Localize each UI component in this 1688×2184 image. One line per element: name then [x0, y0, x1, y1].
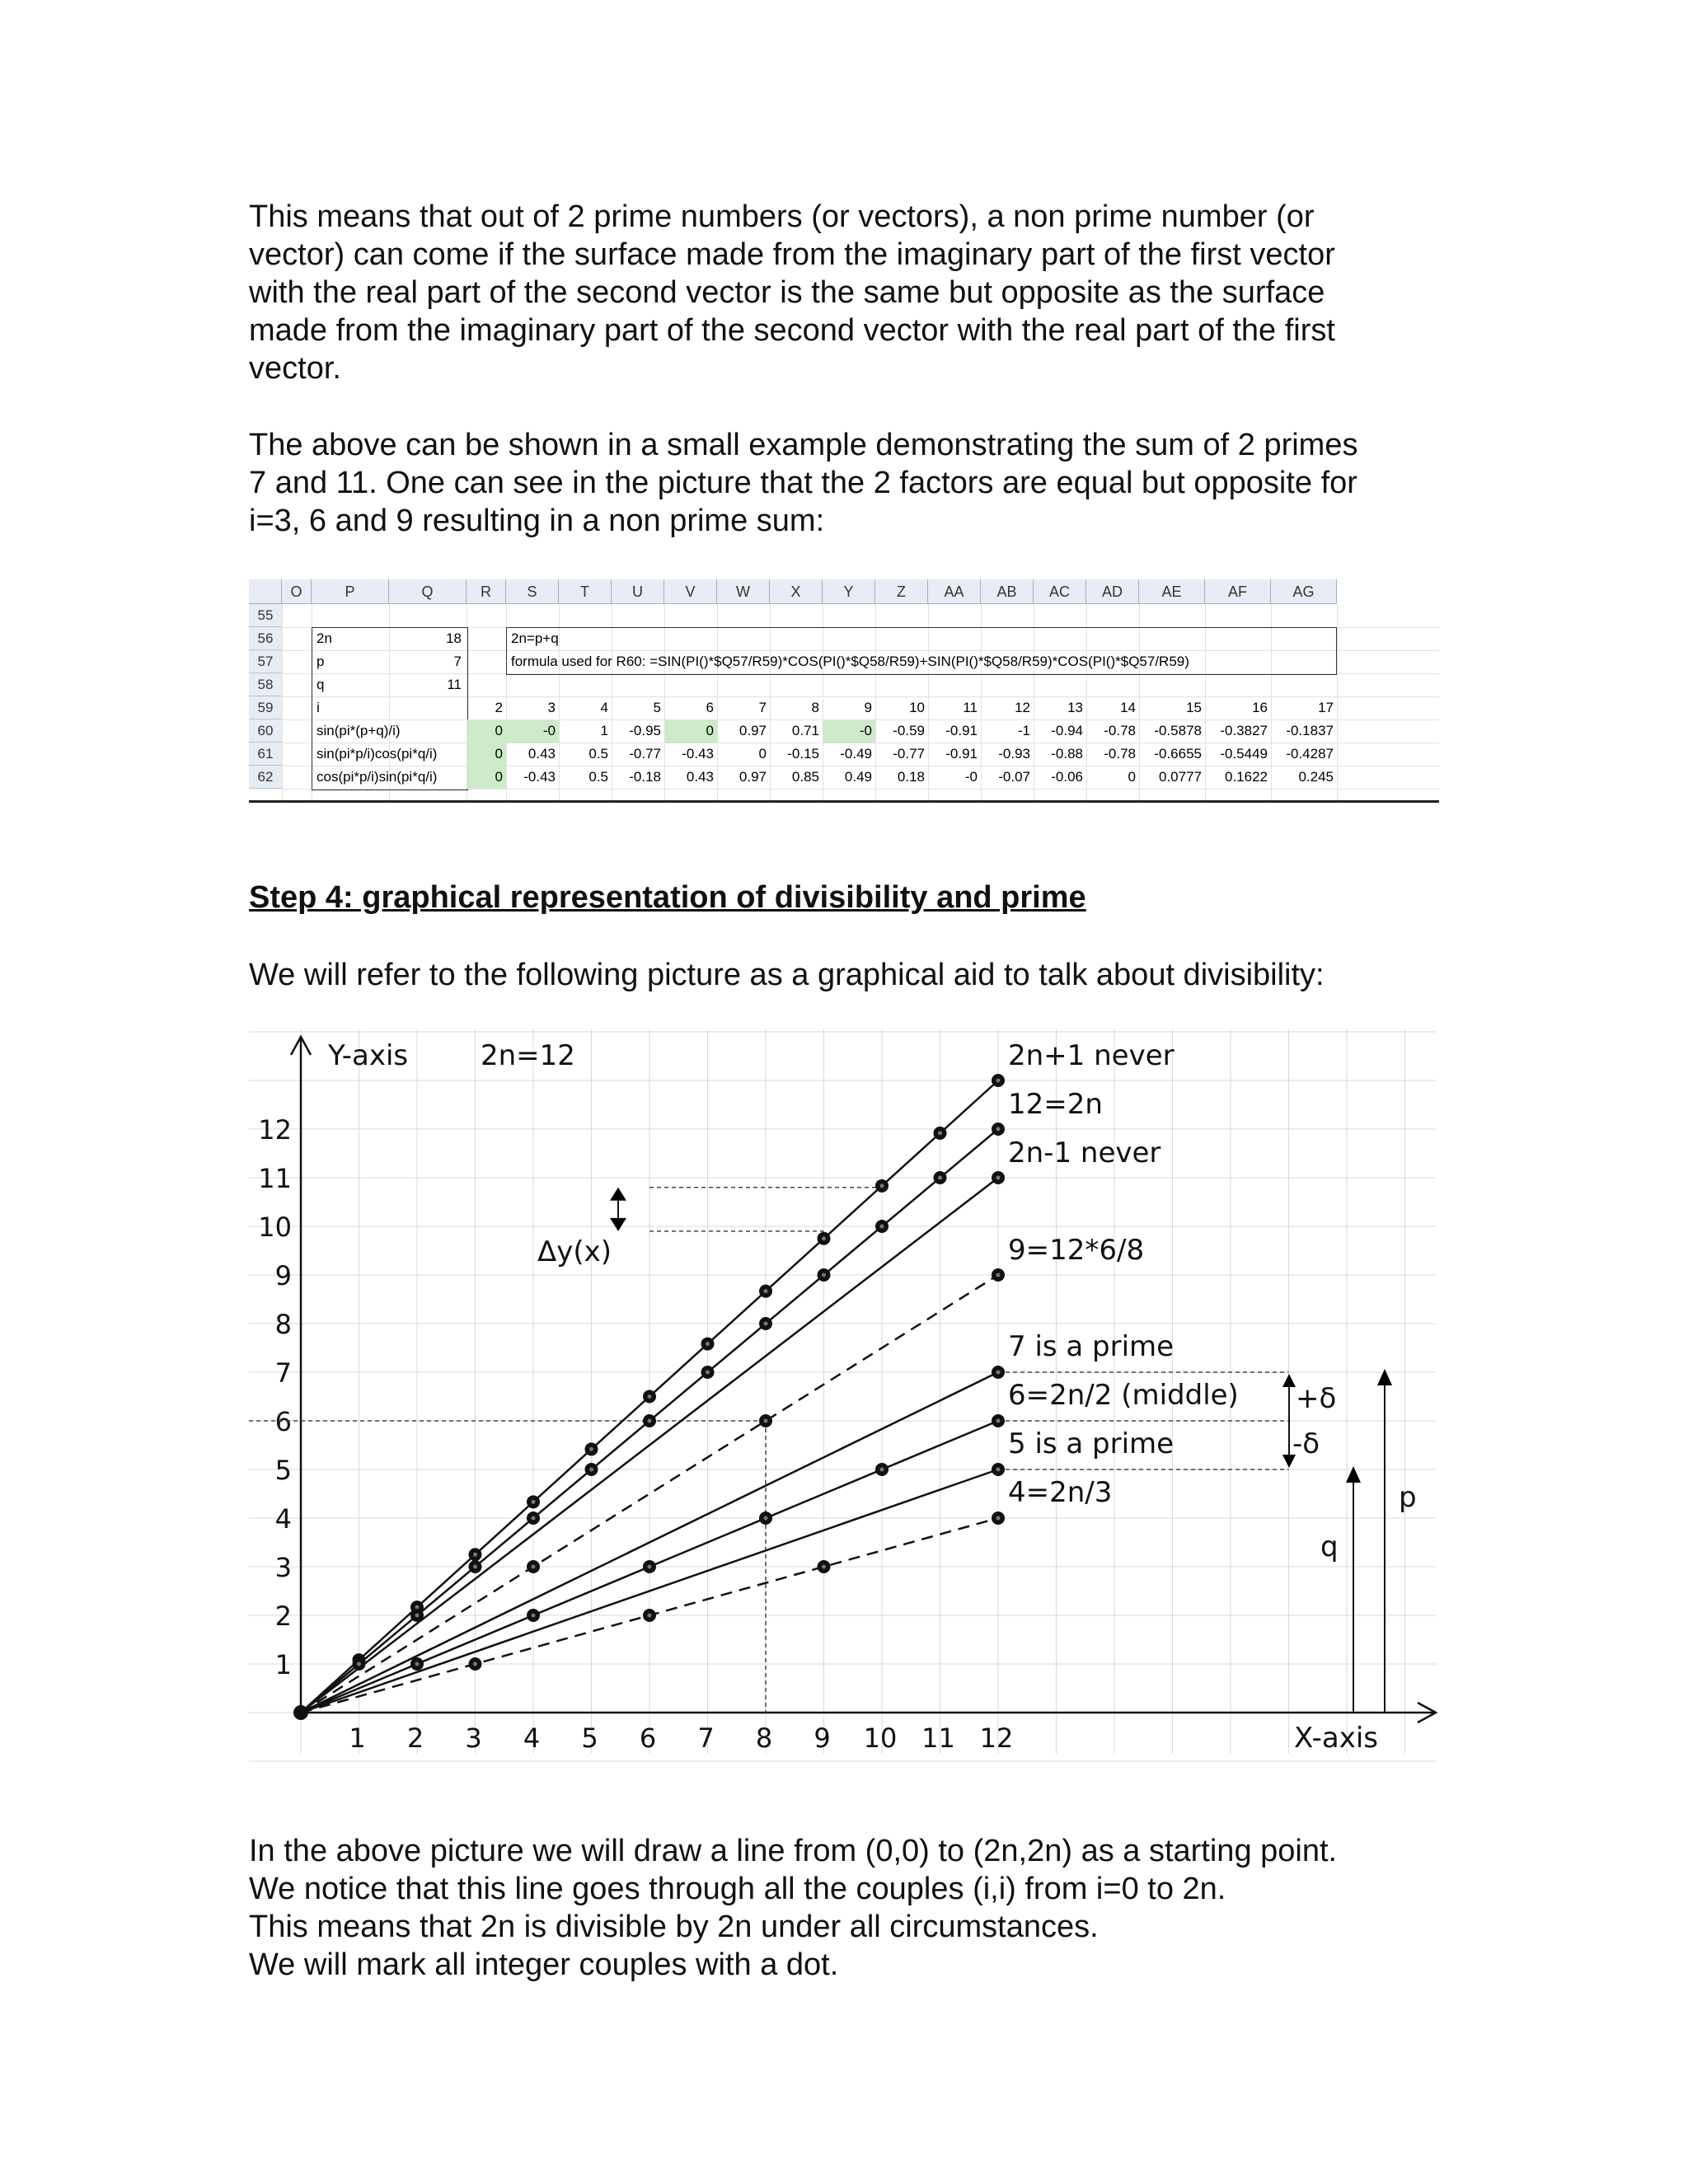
- data-point-center: [648, 1565, 652, 1569]
- cell-row60-ad: -0.78: [1104, 723, 1136, 738]
- x-tick-label: 4: [523, 1722, 541, 1754]
- cell-row60-w: 0.97: [738, 723, 767, 738]
- y-tick-label: 7: [274, 1357, 292, 1389]
- cell-row59-r: 2: [495, 700, 503, 715]
- column-header-t: T: [559, 579, 612, 604]
- x-axis-label: X-axis: [1294, 1722, 1378, 1755]
- y-tick-label: 1: [274, 1649, 292, 1680]
- delta-y-arrow-down: [610, 1218, 626, 1231]
- data-point-center: [415, 1614, 420, 1618]
- x-tick-label: 2: [406, 1722, 424, 1754]
- text-line: In the above picture we will draw a line from (0,0) to (2n,2n) as a starting point.: [249, 1834, 1338, 1868]
- data-point-center: [996, 1468, 1001, 1472]
- data-point-center: [996, 1176, 1001, 1180]
- data-point-center: [880, 1468, 884, 1472]
- row-header-62: 62: [249, 766, 282, 789]
- cell-row61-aa: -0.91: [945, 746, 978, 762]
- cell-row61-ad: -0.78: [1104, 746, 1136, 762]
- cell-row61-u: -0.77: [629, 746, 661, 762]
- cell-row61-af: -0.5449: [1220, 746, 1268, 762]
- q-label: q: [1320, 1530, 1339, 1563]
- column-header-v: V: [664, 579, 717, 604]
- text-line: We will refer to the following picture as a graphical aid to talk about divisibility:: [249, 958, 1325, 992]
- text-line: 7 and 11. One can see in the picture that the 2 factors are equal but opposite for: [249, 466, 1357, 500]
- cell-row60-s: -0: [506, 719, 559, 743]
- paragraph-conclusion: [249, 1832, 1452, 1984]
- cell-p56: 2n: [316, 630, 332, 646]
- delta-y-label: Δy(x): [537, 1235, 612, 1268]
- row-header-61: 61: [249, 743, 282, 766]
- cell-p58: q: [316, 677, 325, 692]
- column-header-aa: AA: [928, 579, 981, 604]
- data-point-center: [589, 1447, 593, 1451]
- origin-point: [293, 1705, 308, 1720]
- data-point-center: [996, 1371, 1001, 1375]
- label-2n-plus-1: 2n+1 never: [1008, 1039, 1175, 1072]
- x-tick-label: 8: [755, 1722, 773, 1754]
- cell-row59-v: 6: [706, 700, 714, 715]
- x-tick-label: 12: [979, 1722, 1014, 1754]
- x-tick-label: 6: [639, 1722, 657, 1754]
- cell-row59-af: 16: [1252, 700, 1268, 715]
- text-line: We notice that this line goes through all the couples (i,i) from i=0 to 2n.: [249, 1872, 1226, 1906]
- cell-row61-w: 0: [758, 746, 767, 762]
- data-point-center: [996, 1516, 1001, 1521]
- cell-row59-ae: 15: [1186, 700, 1202, 715]
- data-point-center: [764, 1322, 768, 1326]
- cell-row59-s: 3: [547, 700, 556, 715]
- cell-row62-x: 0.85: [791, 769, 819, 785]
- cell-row61-r: 0: [467, 743, 506, 766]
- text-line: i=3, 6 and 9 resulting in a non prime sum:: [249, 504, 825, 538]
- minus-delta-label: -δ: [1292, 1427, 1320, 1460]
- column-header-y: Y: [823, 579, 875, 604]
- text-line: vector.: [249, 351, 341, 386]
- cell-row62-v: 0.43: [686, 769, 714, 785]
- q-arrow-head: [1346, 1466, 1361, 1483]
- cell-row59-ac: 13: [1067, 700, 1083, 715]
- cell-row62-ac: -0.06: [1051, 769, 1083, 785]
- cell-row62-ag: 0.245: [1298, 769, 1334, 785]
- cell-row62-r: 0: [467, 766, 506, 789]
- cell-p62: cos(pi*p/i)sin(pi*q/i): [316, 769, 438, 785]
- grid-line: [282, 604, 283, 804]
- y-tick-label: 2: [274, 1601, 292, 1632]
- column-header-ab: AB: [981, 579, 1034, 604]
- data-point-center: [706, 1371, 710, 1375]
- cell-s56: 2n=p+q: [511, 630, 559, 646]
- column-header-q: Q: [389, 579, 467, 604]
- graph-title: 2n=12: [481, 1039, 575, 1072]
- delta-y-arrow-up: [610, 1188, 626, 1201]
- row-header-60: 60: [249, 719, 282, 743]
- cell-row59-w: 7: [758, 700, 767, 715]
- column-header-ae: AE: [1139, 579, 1205, 604]
- data-point-center: [532, 1516, 536, 1521]
- column-header-o: O: [282, 579, 312, 604]
- column-header-s: S: [506, 579, 559, 604]
- row-header-57: 57: [249, 650, 282, 673]
- x-tick-label: 11: [921, 1722, 955, 1754]
- y-tick-label: 10: [258, 1212, 292, 1243]
- data-point-center: [764, 1419, 768, 1423]
- paragraph-intro-graph: [249, 956, 1452, 994]
- y-tick-label: 9: [274, 1260, 292, 1291]
- p-arrow-head: [1377, 1369, 1392, 1385]
- x-tick-label: 5: [581, 1722, 598, 1754]
- paragraph-prime-vectors: [249, 198, 1452, 387]
- cell-row62-aa: -0: [964, 769, 978, 785]
- data-point-center: [996, 1273, 1001, 1277]
- cell-p57: p: [316, 654, 325, 669]
- column-header-ad: AD: [1086, 579, 1139, 604]
- cell-row59-ag: 17: [1318, 700, 1334, 715]
- data-point-center: [473, 1662, 477, 1666]
- cell-row59-ad: 14: [1120, 700, 1136, 715]
- data-point-center: [996, 1079, 1001, 1083]
- row-header-56: 56: [249, 627, 282, 650]
- column-header-z: Z: [875, 579, 928, 604]
- text-line: with the real part of the second vector is the same but opposite as the surface: [249, 275, 1325, 310]
- column-header-r: R: [467, 579, 506, 604]
- row-header-58: 58: [249, 673, 282, 696]
- label-6-middle: 6=2n/2 (middle): [1008, 1379, 1239, 1412]
- data-point-center: [822, 1236, 826, 1240]
- cell-row59-u: 5: [653, 700, 661, 715]
- cell-row62-u: -0.18: [629, 769, 661, 785]
- data-point-center: [764, 1289, 768, 1293]
- text-line: We will mark all integer couples with a dot.: [249, 1947, 839, 1982]
- cell-row60-z: -0.59: [893, 723, 925, 738]
- cell-row61-v: -0.43: [682, 746, 714, 762]
- column-header-af: AF: [1205, 579, 1271, 604]
- y-tick-label: 12: [258, 1114, 292, 1146]
- label-12-2n: 12=2n: [1008, 1088, 1103, 1121]
- sheet-bottom-rule: [249, 800, 1439, 803]
- cell-row61-x: -0.15: [787, 746, 819, 762]
- cell-row60-x: 0.71: [791, 723, 819, 738]
- text-line: The above can be shown in a small example demonstrating the sum of 2 primes: [249, 428, 1358, 462]
- data-point-center: [415, 1662, 420, 1666]
- data-point-center: [648, 1394, 652, 1399]
- column-header-x: X: [770, 579, 823, 604]
- column-header-u: U: [612, 579, 664, 604]
- x-tick-label: 3: [465, 1722, 482, 1754]
- cell-s57-formula: formula used for R60: =SIN(PI()*$Q57/R59)*COS(PI()*$Q58/R59)+SIN(PI()*$Q58/R59)*COS(PI()*$Q57/R59): [511, 654, 1189, 669]
- x-tick-label: 10: [863, 1722, 898, 1754]
- column-header-w: W: [717, 579, 770, 604]
- cell-row60-u: -0.95: [629, 723, 661, 738]
- x-tick-label: 9: [814, 1722, 831, 1754]
- cell-row61-t: 0.5: [588, 746, 608, 762]
- data-point-center: [532, 1500, 536, 1504]
- text-line: This means that out of 2 prime numbers (or vectors), a non prime number (or: [249, 199, 1315, 234]
- cell-row60-ac: -0.94: [1051, 723, 1083, 738]
- paragraph-example: [249, 426, 1452, 540]
- cell-row60-ag: -0.1837: [1286, 723, 1334, 738]
- cell-row62-af: 0.1622: [1225, 769, 1268, 785]
- y-tick-label: 3: [274, 1552, 292, 1583]
- cell-row61-y: -0.49: [840, 746, 872, 762]
- text-line: vector) can come if the surface made from the imaginary part of the first vector: [249, 237, 1335, 272]
- y-tick-label: 4: [274, 1503, 292, 1535]
- x-tick-label: 1: [349, 1722, 366, 1754]
- cell-row61-s: 0.43: [528, 746, 556, 762]
- cell-q57: 7: [453, 654, 462, 669]
- data-point-center: [996, 1419, 1001, 1423]
- data-point-center: [648, 1614, 652, 1618]
- cell-row60-aa: -0.91: [945, 723, 978, 738]
- y-tick-label: 11: [258, 1163, 292, 1194]
- data-point-center: [822, 1273, 826, 1277]
- row-header-59: 59: [249, 696, 282, 719]
- cell-row60-y: -0: [823, 719, 875, 743]
- cell-row62-ae: 0.0777: [1159, 769, 1202, 785]
- label-9: 9=12*6/8: [1008, 1234, 1145, 1267]
- sheet-corner: [249, 579, 282, 604]
- label-2n-minus-1: 2n-1 never: [1008, 1137, 1161, 1169]
- cell-row60-t: 1: [600, 723, 608, 738]
- cell-row61-z: -0.77: [893, 746, 925, 762]
- data-point-center: [706, 1342, 710, 1346]
- cell-row61-ag: -0.4287: [1286, 746, 1334, 762]
- graph-svg: [249, 1029, 1444, 1762]
- cell-row60-af: -0.3827: [1220, 723, 1268, 738]
- data-point-center: [764, 1516, 768, 1521]
- cell-row60-v: 0: [664, 719, 717, 743]
- cell-p59: i: [316, 700, 320, 715]
- cell-row59-ab: 12: [1015, 700, 1030, 715]
- x-tick-label: 7: [697, 1722, 715, 1754]
- y-axis-label: Y-axis: [328, 1039, 409, 1072]
- cell-p60: sin(pi*(p+q)/i): [316, 723, 401, 738]
- cell-row59-t: 4: [600, 700, 608, 715]
- label-box: [312, 627, 468, 790]
- cell-q56: 18: [446, 630, 462, 646]
- cell-row60-r: 0: [467, 719, 506, 743]
- plus-delta-arrow: [1282, 1374, 1296, 1387]
- data-point-center: [938, 1131, 942, 1135]
- y-tick-label: 5: [274, 1455, 292, 1486]
- cell-row61-ae: -0.6655: [1154, 746, 1202, 762]
- cell-p61: sin(pi*p/i)cos(pi*q/i): [316, 746, 438, 762]
- label-7-prime: 7 is a prime: [1008, 1330, 1175, 1363]
- column-header-ag: AG: [1271, 579, 1337, 604]
- data-point-center: [532, 1614, 536, 1618]
- cell-row60-ae: -0.5878: [1154, 723, 1202, 738]
- section-heading: Step 4: graphical representation of divisibility and prime: [249, 880, 1086, 915]
- cell-row62-w: 0.97: [738, 769, 767, 785]
- data-point-center: [473, 1553, 477, 1557]
- cell-row62-y: 0.49: [844, 769, 872, 785]
- cell-row59-z: 10: [909, 700, 925, 715]
- cell-row59-x: 8: [811, 700, 819, 715]
- data-point-center: [648, 1419, 652, 1423]
- y-tick-label: 8: [274, 1309, 292, 1340]
- label-4: 4=2n/3: [1008, 1476, 1113, 1509]
- label-5-prime: 5 is a prime: [1008, 1427, 1175, 1460]
- cell-row62-s: -0.43: [523, 769, 556, 785]
- spreadsheet-example: [249, 579, 1439, 804]
- text-line: made from the imaginary part of the second vector with the real part of the first: [249, 313, 1335, 348]
- cell-row61-ac: -0.88: [1051, 746, 1083, 762]
- column-header-ac: AC: [1034, 579, 1086, 604]
- cell-row62-z: 0.18: [897, 769, 925, 785]
- data-point-center: [532, 1565, 536, 1569]
- data-point-center: [357, 1662, 361, 1666]
- cell-row59-y: 9: [864, 700, 872, 715]
- row-header-55: 55: [249, 604, 282, 627]
- data-point-center: [996, 1127, 1001, 1132]
- cell-row61-ab: -0.93: [998, 746, 1030, 762]
- cell-row62-ad: 0: [1128, 769, 1136, 785]
- data-point-center: [415, 1605, 420, 1610]
- divisibility-graph: [249, 1029, 1444, 1762]
- data-point-center: [473, 1565, 477, 1569]
- cell-row62-t: 0.5: [588, 769, 608, 785]
- text-line: This means that 2n is divisible by 2n under all circumstances.: [249, 1910, 1099, 1944]
- cell-row62-ab: -0.07: [998, 769, 1030, 785]
- p-label: p: [1399, 1481, 1417, 1514]
- data-point-center: [822, 1565, 826, 1569]
- formula-box: [506, 627, 1337, 675]
- data-point-center: [938, 1176, 942, 1180]
- cell-row59-aa: 11: [963, 700, 978, 715]
- plus-delta-label: +δ: [1296, 1382, 1337, 1415]
- cell-row60-ab: -1: [1017, 723, 1030, 738]
- data-point-center: [880, 1225, 884, 1229]
- y-tick-label: 6: [274, 1406, 292, 1437]
- column-header-p: P: [312, 579, 389, 604]
- grid-line: [1337, 604, 1338, 804]
- data-point-center: [589, 1468, 593, 1472]
- data-point-center: [880, 1183, 884, 1188]
- cell-q58: 11: [447, 677, 462, 692]
